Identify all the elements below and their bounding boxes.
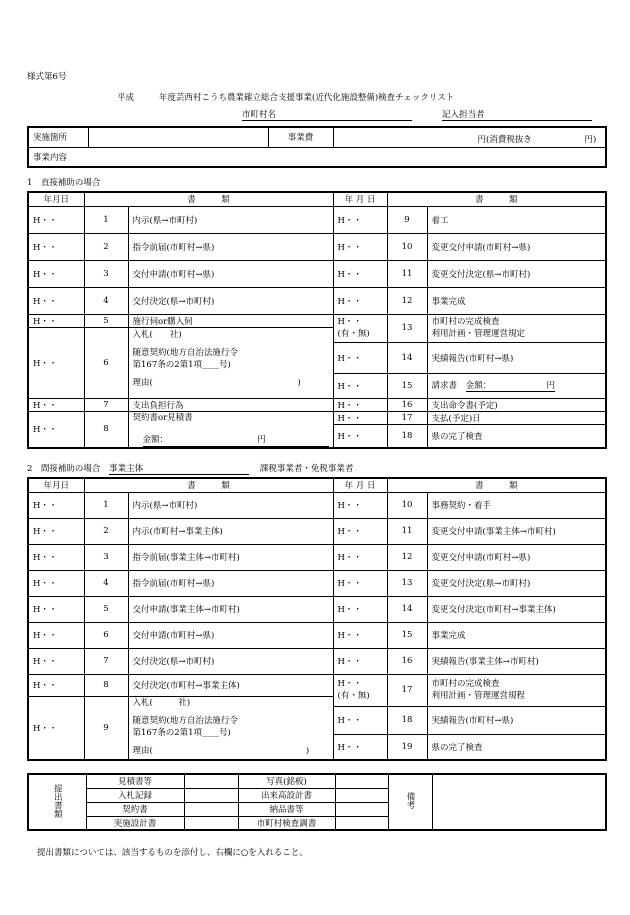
s1-doc-15: 請求書 金額： 円: [427, 373, 606, 398]
s1-date-18[interactable]: H・・: [333, 424, 387, 448]
s2-doc-10: 事務契約・着手: [427, 492, 606, 518]
s1-header-docs: 書 類: [84, 192, 333, 206]
remarks-field[interactable]: [432, 774, 606, 830]
s1-date-14[interactable]: H・・: [333, 342, 387, 373]
s1-invoice-amount[interactable]: 金額： 円: [465, 381, 555, 391]
s2-date-9[interactable]: H・・: [28, 696, 84, 760]
s1-date-5[interactable]: H・・: [28, 314, 84, 327]
s2-doc-16: 実績報告(事業主体→市町村): [427, 648, 606, 674]
s2-date-8[interactable]: H・・: [28, 674, 84, 696]
s1-no-1: 1: [84, 206, 128, 233]
s1-no-4: 4: [84, 287, 128, 314]
section1-heading: 1 直接補助の場合: [27, 178, 101, 188]
s1-date-6[interactable]: H・・: [28, 327, 84, 398]
s1-date-13-extra[interactable]: (有・無): [337, 329, 370, 339]
s2-doc-7: 交付決定(県→市町村): [128, 648, 333, 674]
submit-check-photo[interactable]: [335, 774, 388, 788]
s2-header-date2: 年 月 日: [333, 478, 387, 492]
s1-date-12[interactable]: H・・: [333, 287, 387, 314]
s2-no-9: 9: [84, 696, 128, 760]
s1-doc-6: 入札( 社) 随意契約(地方自治法施行令 第167条の2第1項____号) 理由( ): [128, 327, 333, 398]
s1-date-4[interactable]: H・・: [28, 287, 84, 314]
s2-date-1[interactable]: H・・: [28, 492, 84, 518]
s2-doc-8: 交付決定(市町村→事業主体): [128, 674, 333, 696]
place-field[interactable]: [88, 127, 268, 147]
s1-date-10[interactable]: H・・: [333, 233, 387, 260]
s1-date-2[interactable]: H・・: [28, 233, 84, 260]
submit-label: 提出書類: [28, 774, 86, 830]
submit-quote: 見積書等: [86, 774, 184, 788]
s1-doc-2: 指令前届(市町村→県): [128, 233, 333, 260]
title-era: 平成: [117, 93, 135, 103]
s1-doc-16: 支出命令書(予定): [427, 398, 606, 411]
s1-no-10: 10: [387, 233, 427, 260]
s2-date-7[interactable]: H・・: [28, 648, 84, 674]
s1-reason[interactable]: 理由( ): [132, 377, 301, 388]
s1-doc-13: 市町村の完成検査 利用計画・管理運営規定: [427, 314, 606, 342]
s1-no-18: 18: [387, 424, 427, 448]
section2-heading: 2 間接補助の場合 事業主体 課税事業者・免税事業者: [27, 464, 354, 474]
s2-date-12[interactable]: H・・: [333, 544, 387, 570]
s1-no-5: 5: [84, 314, 128, 327]
s2-date-17-extra[interactable]: (有・無): [337, 691, 370, 701]
s1-no-8: 8: [84, 411, 128, 448]
s2-date-19[interactable]: H・・: [333, 734, 387, 760]
s1-doc-17: 支払(予定)日: [427, 411, 606, 424]
s2-doc-13: 変更交付決定(県→市町村): [427, 570, 606, 596]
s2-reason[interactable]: 理由( ): [132, 745, 310, 756]
submit-check-quote[interactable]: [184, 774, 238, 788]
s2-no-6: 6: [84, 622, 128, 648]
submit-check-bid[interactable]: [184, 788, 238, 802]
s2-doc-11: 変更交付申請(事業主体→市町村): [427, 518, 606, 544]
s1-header-date2: 年 月 日: [333, 192, 387, 206]
cost-label: 事業費: [268, 127, 333, 147]
submission-table: [27, 773, 607, 831]
s2-clause[interactable]: 第167条の2第1項____号): [132, 727, 231, 738]
tax-status[interactable]: 課税事業者・免税事業者: [259, 464, 354, 474]
s1-no-15: 15: [387, 373, 427, 398]
s2-date-10[interactable]: H・・: [333, 492, 387, 518]
s1-doc-3: 交付申請(市町村→県): [128, 260, 333, 287]
section2-table: [27, 477, 607, 761]
submit-check-inspection[interactable]: [335, 816, 388, 830]
s1-doc-8: 契約書or見積書 金額： 円: [128, 411, 333, 448]
s2-doc-1: 内示(県→市町村): [128, 492, 333, 518]
s2-date-11[interactable]: H・・: [333, 518, 387, 544]
s2-doc-18: 実績報告(市町村→県): [427, 706, 606, 734]
s2-doc-6: 交付申請(市町村→県): [128, 622, 333, 648]
s1-clause[interactable]: 第167条の2第1項____号): [132, 359, 231, 370]
s1-date-3[interactable]: H・・: [28, 260, 84, 287]
s2-doc-15: 事業完成: [427, 622, 606, 648]
s1-date-16[interactable]: H・・: [333, 398, 387, 411]
s1-doc-12: 事業完成: [427, 287, 606, 314]
s1-no-6: 6: [84, 327, 128, 398]
s1-doc-10: 変更交付申請(市町村→県): [427, 233, 606, 260]
submit-check-progress[interactable]: [335, 788, 388, 802]
writer-label: [442, 108, 592, 121]
municipality-field[interactable]: 市町村名: [242, 108, 412, 121]
s1-bid[interactable]: 入札( 社): [132, 329, 182, 340]
submit-check-design[interactable]: [184, 816, 238, 830]
s1-no-3: 3: [84, 260, 128, 287]
s1-no-2: 2: [84, 233, 128, 260]
s2-no-10: 10: [387, 492, 427, 518]
s1-date-15[interactable]: H・・: [333, 373, 387, 398]
s2-doc-19: 県の完了検査: [427, 734, 606, 760]
s2-no-5: 5: [84, 596, 128, 622]
remarks-label: 備考: [388, 774, 432, 830]
municipality-label: [242, 108, 412, 121]
s2-no-17: 17: [387, 674, 427, 706]
s2-no-8: 8: [84, 674, 128, 696]
s2-date-17[interactable]: H・・ (有・無): [333, 674, 387, 706]
s2-no-1: 1: [84, 492, 128, 518]
s2-header-docs2: 書 類: [387, 478, 606, 492]
s2-no-3: 3: [84, 544, 128, 570]
s2-doc-3: 指令前届(事業主体→市町村): [128, 544, 333, 570]
submit-progress: 出来高設計書: [238, 788, 335, 802]
s2-doc-9: 入札( 社) 随意契約(地方自治法施行令 第167条の2第1項____号) 理由( ): [128, 696, 333, 760]
s1-date-13[interactable]: H・・ (有・無): [333, 314, 387, 342]
s2-doc-14: 変更交付決定(市町村→事業主体): [427, 596, 606, 622]
s2-date-16[interactable]: H・・: [333, 648, 387, 674]
s1-date-1[interactable]: H・・: [28, 206, 84, 233]
s1-date-7[interactable]: H・・: [28, 398, 84, 411]
s1-date-8[interactable]: H・・: [28, 411, 84, 448]
s1-no-13: 13: [387, 314, 427, 342]
place-label: 実施箇所: [28, 127, 88, 147]
form-number: 様式第6号: [27, 72, 67, 82]
submit-inspection: 市町村検査調書: [238, 816, 335, 830]
s1-doc-7: 支出負担行為: [128, 398, 333, 411]
s1-doc-18: 県の完了検査: [427, 424, 606, 448]
s1-doc-11: 変更交付決定(県→市町村): [427, 260, 606, 287]
footnote: 提出書類については、該当するものを添付し、右欄に○を入れること。: [37, 848, 308, 858]
s2-no-12: 12: [387, 544, 427, 570]
s2-date-2[interactable]: H・・: [28, 518, 84, 544]
s2-header-docs: 書 類: [84, 478, 333, 492]
content-label[interactable]: 事業内容: [28, 147, 606, 167]
s1-no-11: 11: [387, 260, 427, 287]
s2-doc-4: 指令前届(市町村→県): [128, 570, 333, 596]
s1-header-docs2: 書 類: [387, 192, 606, 206]
writer-field[interactable]: 記入担当者: [442, 108, 592, 121]
s1-contract-amount[interactable]: 金額： 円: [143, 434, 329, 447]
s2-no-13: 13: [387, 570, 427, 596]
s2-no-11: 11: [387, 518, 427, 544]
s2-no-7: 7: [84, 648, 128, 674]
s1-no-7: 7: [84, 398, 128, 411]
s2-date-4[interactable]: H・・: [28, 570, 84, 596]
cost-field[interactable]: [333, 127, 606, 147]
s1-date-9[interactable]: H・・: [333, 206, 387, 233]
s1-no-12: 12: [387, 287, 427, 314]
s1-date-17[interactable]: H・・: [333, 411, 387, 424]
s1-doc-14: 実績報告(市町村→県): [427, 342, 606, 373]
s2-date-6[interactable]: H・・: [28, 622, 84, 648]
entity-field[interactable]: 事業主体: [109, 462, 249, 475]
s2-date-18[interactable]: H・・: [333, 706, 387, 734]
cost-unit-close: 円): [584, 134, 597, 145]
info-table: [27, 126, 607, 168]
s2-date-3[interactable]: H・・: [28, 544, 84, 570]
s1-doc-1: 内示(県→市町村): [128, 206, 333, 233]
s2-no-4: 4: [84, 570, 128, 596]
page-title: 年度芸西村こうち農業確立総合支援事業(近代化施設整備)検査チェックリスト: [159, 93, 455, 103]
s2-no-2: 2: [84, 518, 128, 544]
s1-doc-4: 交付決定(県→市町村): [128, 287, 333, 314]
s1-no-16: 16: [387, 398, 427, 411]
s2-doc-12: 変更交付申請(市町村→県): [427, 544, 606, 570]
s1-doc-5: 施行伺or購入伺: [128, 314, 333, 327]
submit-check-contract[interactable]: [184, 802, 238, 816]
submit-bid-record: 入札記録: [86, 788, 184, 802]
s2-date-5[interactable]: H・・: [28, 596, 84, 622]
s2-date-13[interactable]: H・・: [333, 570, 387, 596]
s1-no-14: 14: [387, 342, 427, 373]
section1-table: [27, 191, 607, 449]
s2-doc-17: 市町村の完成検査 利用計画・管理運営規程: [427, 674, 606, 706]
s2-no-16: 16: [387, 648, 427, 674]
s2-no-14: 14: [387, 596, 427, 622]
s2-doc-2: 内示(市町村→事業主体): [128, 518, 333, 544]
s2-no-18: 18: [387, 706, 427, 734]
s2-bid[interactable]: 入札( 社): [132, 697, 191, 708]
s2-no-15: 15: [387, 622, 427, 648]
submit-check-delivery[interactable]: [335, 802, 388, 816]
s1-date-11[interactable]: H・・: [333, 260, 387, 287]
s2-date-14[interactable]: H・・: [333, 596, 387, 622]
s2-date-15[interactable]: H・・: [333, 622, 387, 648]
submit-photo: 写真(銘板): [238, 774, 335, 788]
cost-unit: 円(消費税抜き: [477, 134, 532, 145]
submit-design: 実施設計書: [86, 816, 184, 830]
s1-header-date: 年月日: [28, 192, 84, 206]
s1-no-9: 9: [387, 206, 427, 233]
submit-delivery: 納品書等: [238, 802, 335, 816]
s1-no-17: 17: [387, 411, 427, 424]
s2-doc-5: 交付申請(事業主体→市町村): [128, 596, 333, 622]
s2-no-19: 19: [387, 734, 427, 760]
submit-contract: 契約書: [86, 802, 184, 816]
s2-header-date: 年月日: [28, 478, 84, 492]
s1-doc-9: 着工: [427, 206, 606, 233]
